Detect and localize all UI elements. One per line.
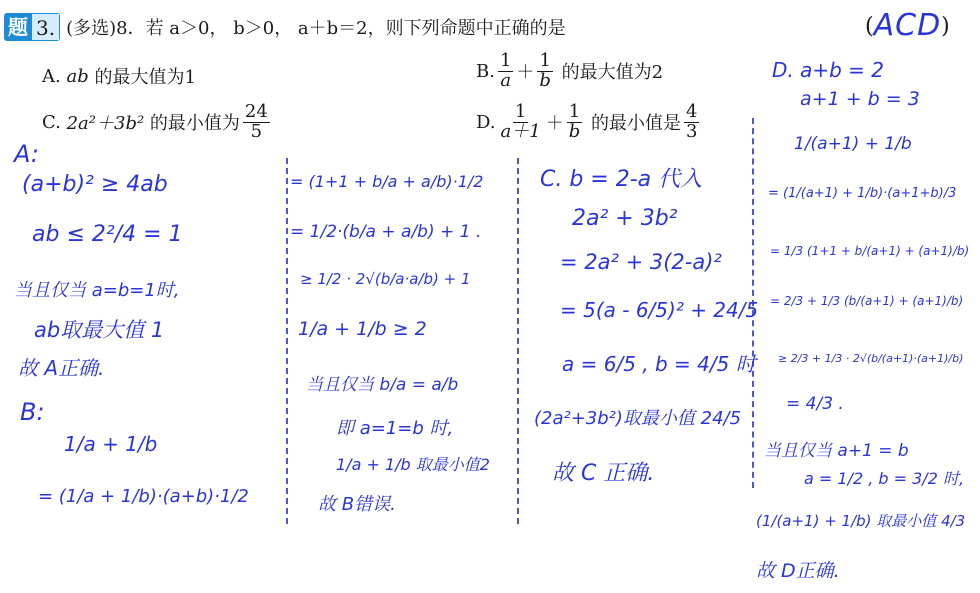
hw-c-1: C. b = 2-a 代入: [540, 167, 703, 192]
hw-b-9: 即 a=1=b 时,: [336, 418, 454, 439]
frac-den: a: [500, 69, 512, 91]
hw-b-3: = (1/a + 1/b)·(a+b)·1/2: [38, 486, 249, 507]
hw-d-1: D. a+b = 2: [772, 58, 885, 82]
answer-slot: [865, 8, 950, 43]
hw-a-6: 故 A正确.: [18, 356, 105, 380]
option-d-prefix: D.: [476, 111, 496, 133]
frac-num: 4: [685, 101, 698, 122]
hw-d-7: ≥ 2/3 + 1/3 · 2√(b/(a+1)·(a+1)/b): [778, 352, 964, 365]
option-c-suffix: 的最小值为: [149, 113, 240, 135]
option-a: [42, 62, 196, 90]
option-d: [476, 103, 702, 142]
option-a-prefix: A.: [42, 65, 61, 87]
option-b-suffix: 的最大值为2: [561, 62, 664, 84]
frac-num: 1: [539, 50, 551, 71]
hw-d-12: 故 D正确.: [756, 560, 840, 582]
hw-c-3: = 2a² + 3(2-a)²: [560, 250, 722, 274]
question-badge: [4, 13, 60, 41]
divider-1: [286, 158, 288, 524]
option-c-expr: 2a²＋3b²: [66, 113, 145, 135]
frac-den: b: [568, 120, 581, 142]
hw-a-1: A:: [14, 140, 39, 168]
plus-sign: ＋: [516, 62, 535, 84]
hw-b-7: 1/a + 1/b ≥ 2: [298, 318, 427, 340]
option-c-prefix: C.: [42, 111, 61, 133]
frac-den: 3: [685, 120, 698, 142]
option-a-expr: ab: [66, 65, 89, 87]
option-b: [476, 52, 663, 91]
hw-b-2: 1/a + 1/b: [64, 432, 158, 456]
answer-close-paren: ): [941, 14, 950, 39]
hw-d-11: (1/(a+1) + 1/b) 取最小值 4/3: [756, 512, 966, 530]
hw-c-6: (2a²+3b²)取最小值 24/5: [534, 408, 742, 429]
question-stem: (多选)8．若 a＞0， b＞0， a＋b＝2，则下列命题中正确的是: [66, 18, 566, 39]
frac-num: 1: [499, 50, 512, 71]
option-b-frac1: [498, 52, 513, 91]
hw-d-9: 当且仅当 a+1 = b: [764, 441, 909, 461]
hw-d-2: a+1 + b = 3: [800, 88, 920, 110]
option-d-frac3: [684, 103, 699, 142]
frac-num: 24: [244, 101, 268, 122]
frac-den: b: [539, 69, 551, 91]
hw-d-5: = 1/3 (1+1 + b/(a+1) + (a+1)/b): [770, 244, 970, 258]
answer-open-paren: (: [865, 14, 874, 39]
option-a-suffix: 的最大值为1: [94, 67, 196, 88]
frac-den: a＋1: [500, 120, 541, 142]
hw-d-3: 1/(a+1) + 1/b: [794, 134, 912, 154]
option-c-frac: [243, 103, 270, 142]
question-header: [4, 12, 566, 42]
frac-num: 1: [514, 101, 527, 122]
hw-b-6: ≥ 1/2 · 2√(b/a·a/b) + 1: [300, 270, 471, 288]
option-d-suffix: 的最小值是: [590, 113, 681, 135]
hw-c-5: a = 6/5 , b = 4/5 时: [562, 352, 756, 376]
hw-b-1: B:: [20, 398, 45, 426]
hw-b-8: 当且仅当 b/a = a/b: [306, 375, 459, 395]
hw-d-10: a = 1/2 , b = 3/2 时,: [804, 469, 965, 488]
hw-c-7: 故 C 正确.: [552, 461, 655, 486]
hw-b-11: 故 B错误.: [318, 494, 396, 515]
option-c: [42, 103, 273, 142]
hw-b-10: 1/a + 1/b 取最小值2: [336, 455, 490, 474]
hw-c-4: = 5(a - 6/5)² + 24/5: [560, 298, 759, 322]
badge-ti: 题: [4, 13, 32, 41]
handwritten-answer: ACD: [873, 8, 942, 43]
option-d-frac1: [499, 103, 543, 142]
plus-sign: ＋: [545, 113, 564, 135]
hw-d-8: = 4/3 .: [786, 394, 844, 414]
divider-2: [517, 158, 519, 524]
frac-den: 5: [250, 120, 263, 142]
hw-b-4: = (1+1 + b/a + a/b)·1/2: [290, 172, 484, 191]
option-d-frac2: [567, 103, 583, 142]
hw-a-2: (a+b)² ≥ 4ab: [22, 172, 168, 197]
hw-a-5: ab取最大值 1: [34, 318, 165, 342]
hw-d-6: = 2/3 + 1/3 (b/(a+1) + (a+1)/b): [770, 294, 964, 308]
hw-d-4: = (1/(a+1) + 1/b)·(a+1+b)/3: [768, 186, 957, 201]
hw-b-5: = 1/2·(b/a + a/b) + 1 .: [290, 222, 482, 242]
option-b-prefix: B.: [476, 60, 495, 82]
hw-c-2: 2a² + 3b²: [572, 206, 678, 231]
frac-num: 1: [568, 101, 581, 122]
hw-a-3: ab ≤ 2²/4 = 1: [32, 222, 183, 247]
option-b-frac2: [537, 52, 553, 91]
badge-number: 3.: [32, 13, 60, 41]
hw-a-4: 当且仅当 a=b=1时,: [14, 280, 180, 301]
